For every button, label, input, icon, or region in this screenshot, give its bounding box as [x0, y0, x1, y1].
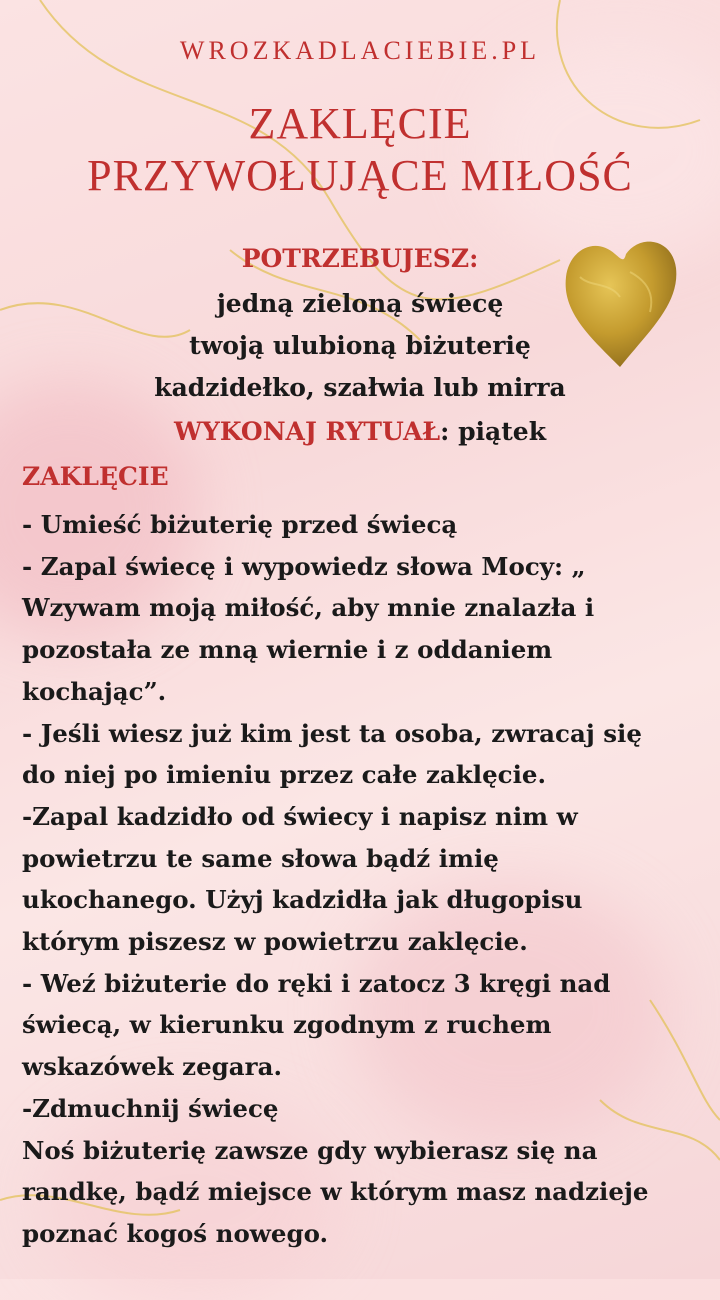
ritual-line	[0, 417, 720, 446]
instruction-line: poznać kogoś nowego.	[22, 1218, 329, 1248]
needs-item: kadzidełko, szałwia lub mirra	[154, 373, 566, 402]
instruction-line: -Zapal kadzidło od świecy i napisz nim w	[22, 801, 578, 831]
instruction-line: Wzywam moją miłość, aby mnie znalazła i	[22, 593, 595, 623]
title-line-2: PRZYWOŁUJĄCE MIŁOŚĆ	[87, 151, 633, 200]
instruction-line: - Umieść biżuterię przed świecą	[22, 510, 458, 539]
site-name: WROZKADLACIEBIE.PL	[179, 36, 541, 65]
instruction-line: świecą, w kierunku zgodnym z ruchem	[22, 1010, 552, 1040]
spell-instructions	[22, 504, 712, 1255]
needs-heading: POTRZEBUJESZ:	[241, 244, 479, 273]
instruction-line: pozostała ze mną wiernie i z oddaniem	[22, 635, 553, 665]
title-line-1: ZAKLĘCIE	[248, 99, 472, 148]
instruction-line: ukochanego. Użyj kadzidła jak długopisu	[22, 885, 583, 915]
gold-heart-icon	[560, 232, 680, 372]
instruction-line: -Zdmuchnij świecę	[22, 1093, 279, 1123]
ritual-label: WYKONAJ RYTUAŁ	[173, 417, 441, 446]
instruction-line: którym piszesz w powietrzu zaklęcie.	[22, 927, 528, 957]
instruction-line: - Zapal świecę i wypowiedz słowa Mocy: „	[22, 551, 586, 581]
spell-heading: ZAKLĘCIE	[22, 462, 169, 491]
instruction-line: powietrzu te same słowa bądź imię	[22, 843, 499, 873]
instruction-line: do niej po imieniu przez całe zaklęcie.	[22, 760, 547, 790]
instruction-line: wskazówek zegara.	[22, 1052, 282, 1082]
page-title	[0, 98, 720, 202]
needs-item: jedną zieloną świecę	[216, 289, 504, 318]
instruction-line: - Weź biżuterie do ręki i zatocz 3 kręgi nad	[22, 968, 611, 998]
instruction-line: randkę, bądź miejsce w którym masz nadzieje	[22, 1177, 649, 1207]
ritual-value: : piątek	[440, 417, 547, 446]
needs-item: twoją ulubioną biżuterię	[189, 331, 531, 360]
instruction-line: Noś biżuterię zawsze gdy wybierasz się na	[22, 1135, 598, 1165]
instruction-line: - Jeśli wiesz już kim jest ta osoba, zwracaj się	[22, 718, 642, 748]
instruction-line: kochając”.	[22, 676, 167, 706]
